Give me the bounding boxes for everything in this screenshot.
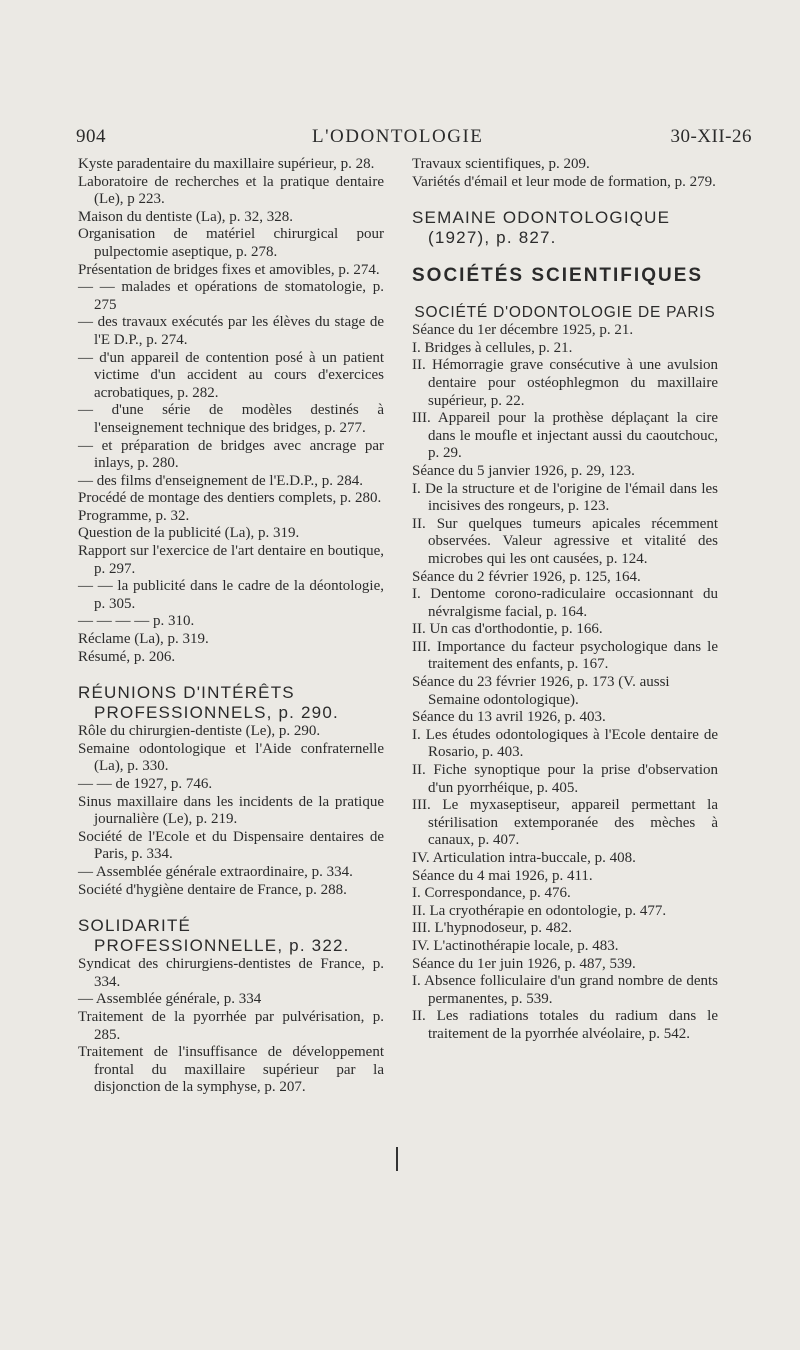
- index-entry: — d'un appareil de contention posé à un patient victime d'un accident au cours d'exercices acrobatiques, p. 282.: [78, 349, 384, 401]
- session-entry: Séance du 5 janvier 1926, p. 29, 123.: [412, 462, 635, 479]
- spacer: [412, 248, 718, 265]
- index-entry: Question de la publicité (La), p. 319.: [78, 525, 300, 542]
- index-entry: Travaux scientifiques, p. 209.: [412, 156, 590, 172]
- index-entry: — — — — p. 310.: [78, 613, 195, 630]
- index-entry: — Assemblée générale extraordinaire, p. 334.: [78, 863, 353, 880]
- index-entry: III. Importance du facteur psychologique dans le traitement des enfants, p. 167.: [412, 638, 718, 673]
- index-entry: Syndicat des chirurgiens-dentistes de France, p. 334.: [78, 956, 384, 990]
- section-heading: SEMAINE ODONTOLOGIQUE (1927), p. 827.: [412, 208, 671, 248]
- column-mark: [396, 1147, 398, 1171]
- session-entry: Séance du 1er décembre 1925, p. 21.: [412, 322, 634, 339]
- index-entry: II. Fiche synoptique pour la prise d'observation d'un pyorrhéique, p. 405.: [412, 762, 718, 796]
- session-entry: Séance du 2 février 1926, p. 125, 164.: [412, 568, 641, 585]
- index-entry: — — malades et opérations de stomatologie, p. 275: [78, 279, 384, 313]
- index-entry: III. Le myxaseptiseur, appareil permettant la stérilisation extemporanée des mèches à canaux, p. 407.: [412, 797, 718, 849]
- index-entry: Société de l'Ecole et du Dispensaire dentaires de Paris, p. 334.: [78, 828, 384, 863]
- spacer: [412, 287, 718, 304]
- section-heading: RÉUNIONS D'INTÉRÊTS PROFESSIONNELS, p. 290.: [78, 683, 339, 723]
- index-entry: Semaine odontologique et l'Aide confraternelle (La), p. 330.: [78, 740, 384, 775]
- major-heading: SOCIÉTÉS SCIENTIFIQUES: [412, 265, 704, 287]
- index-entry: Société d'hygiène dentaire de France, p. 288.: [78, 881, 347, 898]
- sub-heading: SOCIÉTÉ D'ODONTOLOGIE DE PARIS: [414, 304, 716, 322]
- index-entry: II. Les radiations totales du radium dans le traitement de la pyorrhée alvéolaire, p. 542.: [412, 1008, 718, 1042]
- index-entry: — des travaux exécutés par les élèves du stage de l'E D.P., p. 274.: [78, 314, 384, 348]
- index-entry: Maison du dentiste (La), p. 32, 328.: [78, 208, 293, 225]
- index-entry: Sinus maxillaire dans les incidents de la pratique journalière (Le), p. 219.: [78, 793, 384, 828]
- index-entry: Traitement de l'insuffisance de développement frontal du maxillaire supérieur par la disjonction de la symphyse, p. 207.: [78, 1044, 384, 1096]
- index-entry: — d'une série de modèles destinés à l'enseignement technique des bridges, p. 277.: [78, 402, 384, 436]
- index-entry: I. Dentome corono-radiculaire occasionnant du névralgisme facial, p. 164.: [412, 586, 718, 620]
- session-entry: Séance du 4 mai 1926, p. 411.: [412, 867, 593, 884]
- spacer: [78, 666, 384, 683]
- index-entry: — des films d'enseignement de l'E.D.P., p. 284.: [78, 472, 363, 489]
- index-entry: Rapport sur l'exercice de l'art dentaire en boutique, p. 297.: [78, 543, 384, 577]
- index-entry: — et préparation de bridges avec ancrage par inlays, p. 280.: [78, 437, 384, 472]
- index-entry: I. Correspondance, p. 476.: [412, 885, 571, 902]
- index-entry: Résumé, p. 206.: [78, 648, 176, 665]
- session-entry: Séance du 23 février 1926, p. 173 (V. aussi Semaine odontologique).: [412, 674, 670, 708]
- right-column: [412, 156, 718, 1044]
- index-entry: I. Absence folliculaire d'un grand nombre de dents permanentes, p. 539.: [412, 973, 718, 1007]
- index-entry: — — de 1927, p. 746.: [78, 776, 213, 792]
- issue-date: 30-XII-26: [670, 126, 752, 147]
- index-entry: Kyste paradentaire du maxillaire supérieur, p. 28.: [78, 156, 375, 172]
- index-entry: Variétés d'émail et leur mode de formation, p. 279.: [412, 173, 716, 190]
- index-entry: IV. L'actinothérapie locale, p. 483.: [412, 937, 619, 954]
- index-entry: — — la publicité dans le cadre de la déontologie, p. 305.: [78, 578, 384, 612]
- session-entry: Séance du 1er juin 1926, p. 487, 539.: [412, 955, 636, 972]
- page-number: 904: [76, 126, 106, 147]
- index-entry: II. La cryothérapie en odontologie, p. 477.: [412, 902, 667, 919]
- index-entry: II. Un cas d'orthodontie, p. 166.: [412, 621, 603, 638]
- index-entry: II. Sur quelques tumeurs apicales récemment observées. Valeur agressive et vitalité des microbes qui les ont causées, p. 124.: [412, 515, 718, 567]
- index-entry: III. Appareil pour la prothèse déplaçant la cire dans le moufle et injectant aussi du caoutchouc, p. 29.: [412, 410, 718, 462]
- spacer: [78, 899, 384, 916]
- index-entry: Réclame (La), p. 319.: [78, 631, 209, 648]
- index-entry: Présentation de bridges fixes et amovibles, p. 274.: [78, 261, 380, 278]
- session-entry: Séance du 13 avril 1926, p. 403.: [412, 709, 606, 726]
- section-heading: SOLIDARITÉ PROFESSIONNELLE, p. 322.: [78, 916, 350, 956]
- index-entry: Organisation de matériel chirurgical pour pulpectomie aseptique, p. 278.: [78, 226, 384, 260]
- index-entry: III. L'hypnodoseur, p. 482.: [412, 920, 572, 937]
- index-entry: Laboratoire de recherches et la pratique dentaire (Le), p 223.: [78, 173, 384, 208]
- index-entry: IV. Articulation intra-buccale, p. 408.: [412, 850, 636, 866]
- index-entry: Rôle du chirurgien-dentiste (Le), p. 290.: [78, 723, 321, 740]
- index-entry: Procédé de montage des dentiers complets, p. 280.: [78, 490, 382, 507]
- left-column: [78, 156, 384, 1097]
- index-entry: I. Bridges à cellules, p. 21.: [412, 339, 573, 356]
- running-title: L'ODONTOLOGIE: [312, 126, 484, 147]
- index-entry: I. De la structure et de l'origine de l'émail dans les incisives des rongeurs, p. 123.: [412, 480, 718, 515]
- page-header: [76, 126, 752, 152]
- index-entry: II. Hémorragie grave consécutive à une avulsion dentaire pour ostéophlegmon du maxillaire supérieur, p. 22.: [412, 357, 718, 409]
- index-entry: Programme, p. 32.: [78, 507, 190, 524]
- spacer: [412, 191, 718, 208]
- index-entry: Traitement de la pyorrhée par pulvérisation, p. 285.: [78, 1008, 384, 1043]
- index-entry: — Assemblée générale, p. 334: [78, 991, 262, 1008]
- index-entry: I. Les études odontologiques à l'Ecole dentaire de Rosario, p. 403.: [412, 726, 718, 761]
